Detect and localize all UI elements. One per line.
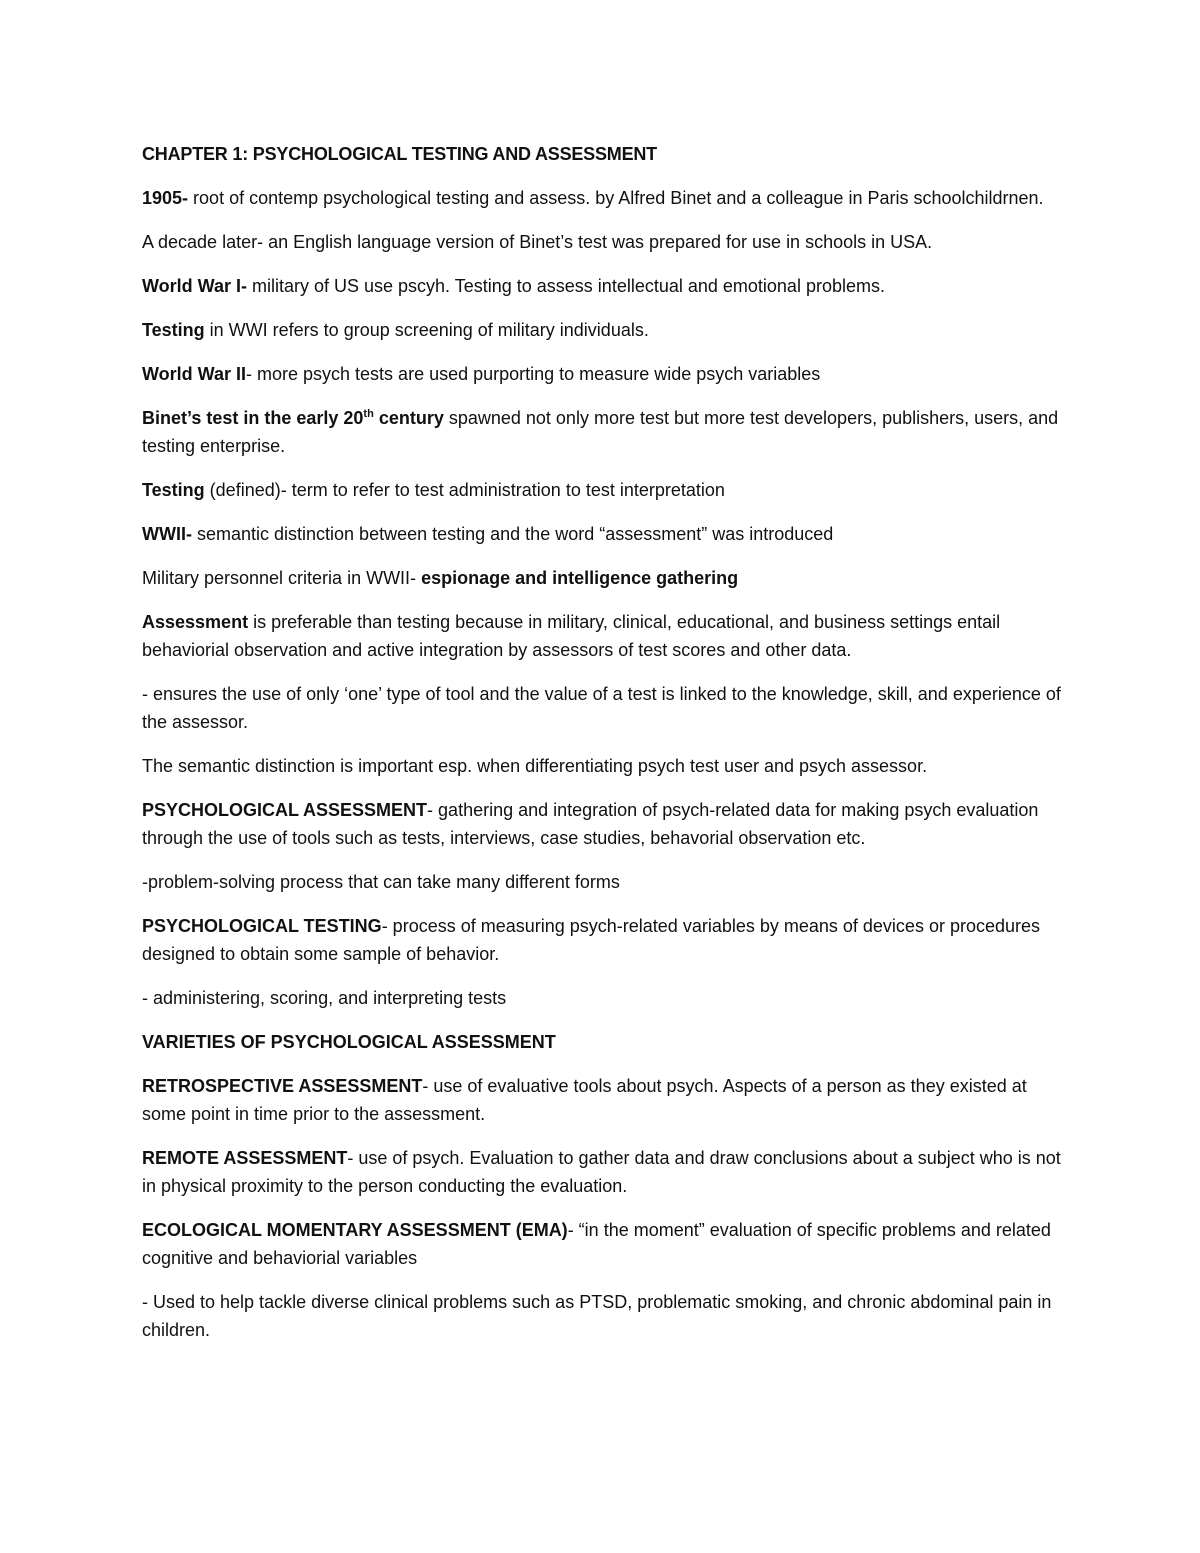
text-wwii-semantic: semantic distinction between testing and the word “assessment” was introduced bbox=[191, 524, 834, 544]
paragraph-world-war-2 bbox=[142, 360, 1062, 388]
chapter-title: CHAPTER 1: PSYCHOLOGICAL TESTING AND ASSESSMENT bbox=[142, 144, 657, 164]
paragraph-used-to-help bbox=[142, 1288, 1062, 1344]
paragraph-administering bbox=[142, 984, 1062, 1012]
text-problem-solving: -problem-solving process that can take many different forms bbox=[142, 872, 620, 892]
heading-varieties: VARIETIES OF PSYCHOLOGICAL ASSESSMENT bbox=[142, 1032, 556, 1052]
text-binet-test: spawned not only more test but more test developers, publishers, users, and testing enterprise. bbox=[142, 408, 1059, 456]
paragraph-world-war-1 bbox=[142, 272, 1062, 300]
text-assessment: is preferable than testing because in military, clinical, educational, and business settings entail behaviorial observation and active integration by assessors of test scores and other data. bbox=[142, 612, 1001, 660]
section-heading-varieties bbox=[142, 1028, 1062, 1056]
text-world-war-2: - more psych tests are used purporting to measure wide psych variables bbox=[246, 364, 821, 384]
text-testing-wwi: in WWI refers to group screening of military individuals. bbox=[204, 320, 649, 340]
term-binet-test: Binet’s test in the early 20 bbox=[142, 408, 364, 428]
term-psych-testing: PSYCHOLOGICAL TESTING bbox=[142, 916, 382, 936]
text-ema: - “in the moment” evaluation of specific problems and related cognitive and behaviorial variables bbox=[142, 1220, 1051, 1268]
term-retrospective: RETROSPECTIVE ASSESSMENT bbox=[142, 1076, 423, 1096]
paragraph-decade-later bbox=[142, 228, 1062, 256]
text-psych-testing: - process of measuring psych-related variables by means of devices or procedures designed to obtain some sample of behavior. bbox=[142, 916, 1040, 964]
paragraph-problem-solving bbox=[142, 868, 1062, 896]
text-administering: - administering, scoring, and interpreting tests bbox=[142, 988, 507, 1008]
paragraph-binet-test bbox=[142, 404, 1062, 460]
text-used-to-help: - Used to help tackle diverse clinical problems such as PTSD, problematic smoking, and chronic abdominal pain in children. bbox=[142, 1292, 1052, 1340]
term-psych-assessment: PSYCHOLOGICAL ASSESSMENT bbox=[142, 800, 428, 820]
term-ema: ECOLOGICAL MOMENTARY ASSESSMENT (EMA) bbox=[142, 1220, 568, 1240]
term-century: century bbox=[373, 408, 444, 428]
text-decade-later: A decade later- an English language version of Binet’s test was prepared for use in schools in USA. bbox=[142, 232, 933, 252]
paragraph-ensures bbox=[142, 680, 1062, 736]
paragraph-1905 bbox=[142, 184, 1062, 212]
paragraph-assessment bbox=[142, 608, 1062, 664]
paragraph-testing-wwi bbox=[142, 316, 1062, 344]
paragraph-wwii-semantic bbox=[142, 520, 1062, 548]
paragraph-ema bbox=[142, 1216, 1062, 1272]
term-remote: REMOTE ASSESSMENT bbox=[142, 1148, 348, 1168]
term-assessment: Assessment bbox=[142, 612, 249, 632]
paragraph-military-criteria bbox=[142, 564, 1062, 592]
document-page bbox=[142, 140, 1062, 1360]
paragraph-semantic-distinction bbox=[142, 752, 1062, 780]
term-espionage: espionage and intelligence gathering bbox=[421, 568, 739, 588]
paragraph-remote bbox=[142, 1144, 1062, 1200]
text-ensures: - ensures the use of only ‘one’ type of tool and the value of a test is linked to the knowledge, skill, and experience of the assessor. bbox=[142, 684, 1061, 732]
term-1905: 1905- bbox=[142, 188, 189, 208]
text-world-war-1: military of US use pscyh. Testing to assess intellectual and emotional problems. bbox=[247, 276, 885, 296]
term-testing-defined: Testing bbox=[142, 480, 205, 500]
text-retrospective: - use of evaluative tools about psych. Aspects of a person as they existed at some point in time prior to the assessment. bbox=[142, 1076, 1027, 1124]
text-semantic-distinction: The semantic distinction is important esp. when differentiating psych test user and psych assessor. bbox=[142, 756, 928, 776]
text-military-criteria: Military personnel criteria in WWII- bbox=[142, 568, 422, 588]
paragraph-psych-testing bbox=[142, 912, 1062, 968]
text-psych-assessment: - gathering and integration of psych-related data for making psych evaluation through the use of tools such as tests, interviews, case studies, behavorial observation etc. bbox=[142, 800, 1039, 848]
paragraph-retrospective bbox=[142, 1072, 1062, 1128]
paragraph-psych-assessment bbox=[142, 796, 1062, 852]
superscript-th: th bbox=[363, 408, 374, 420]
term-world-war-1: World War I- bbox=[142, 276, 247, 296]
term-wwii: WWII- bbox=[142, 524, 192, 544]
term-testing: Testing bbox=[142, 320, 205, 340]
term-world-war-2: World War II bbox=[142, 364, 247, 384]
text-remote: - use of psych. Evaluation to gather data and draw conclusions about a subject who is not in physical proximity to the person conducting the evaluation. bbox=[142, 1148, 1061, 1196]
text-testing-defined: (defined)- term to refer to test administration to test interpretation bbox=[204, 480, 725, 500]
paragraph-testing-defined bbox=[142, 476, 1062, 504]
text-1905: root of contemp psychological testing and assess. by Alfred Binet and a colleague in Paris schoolchildrnen. bbox=[188, 188, 1044, 208]
